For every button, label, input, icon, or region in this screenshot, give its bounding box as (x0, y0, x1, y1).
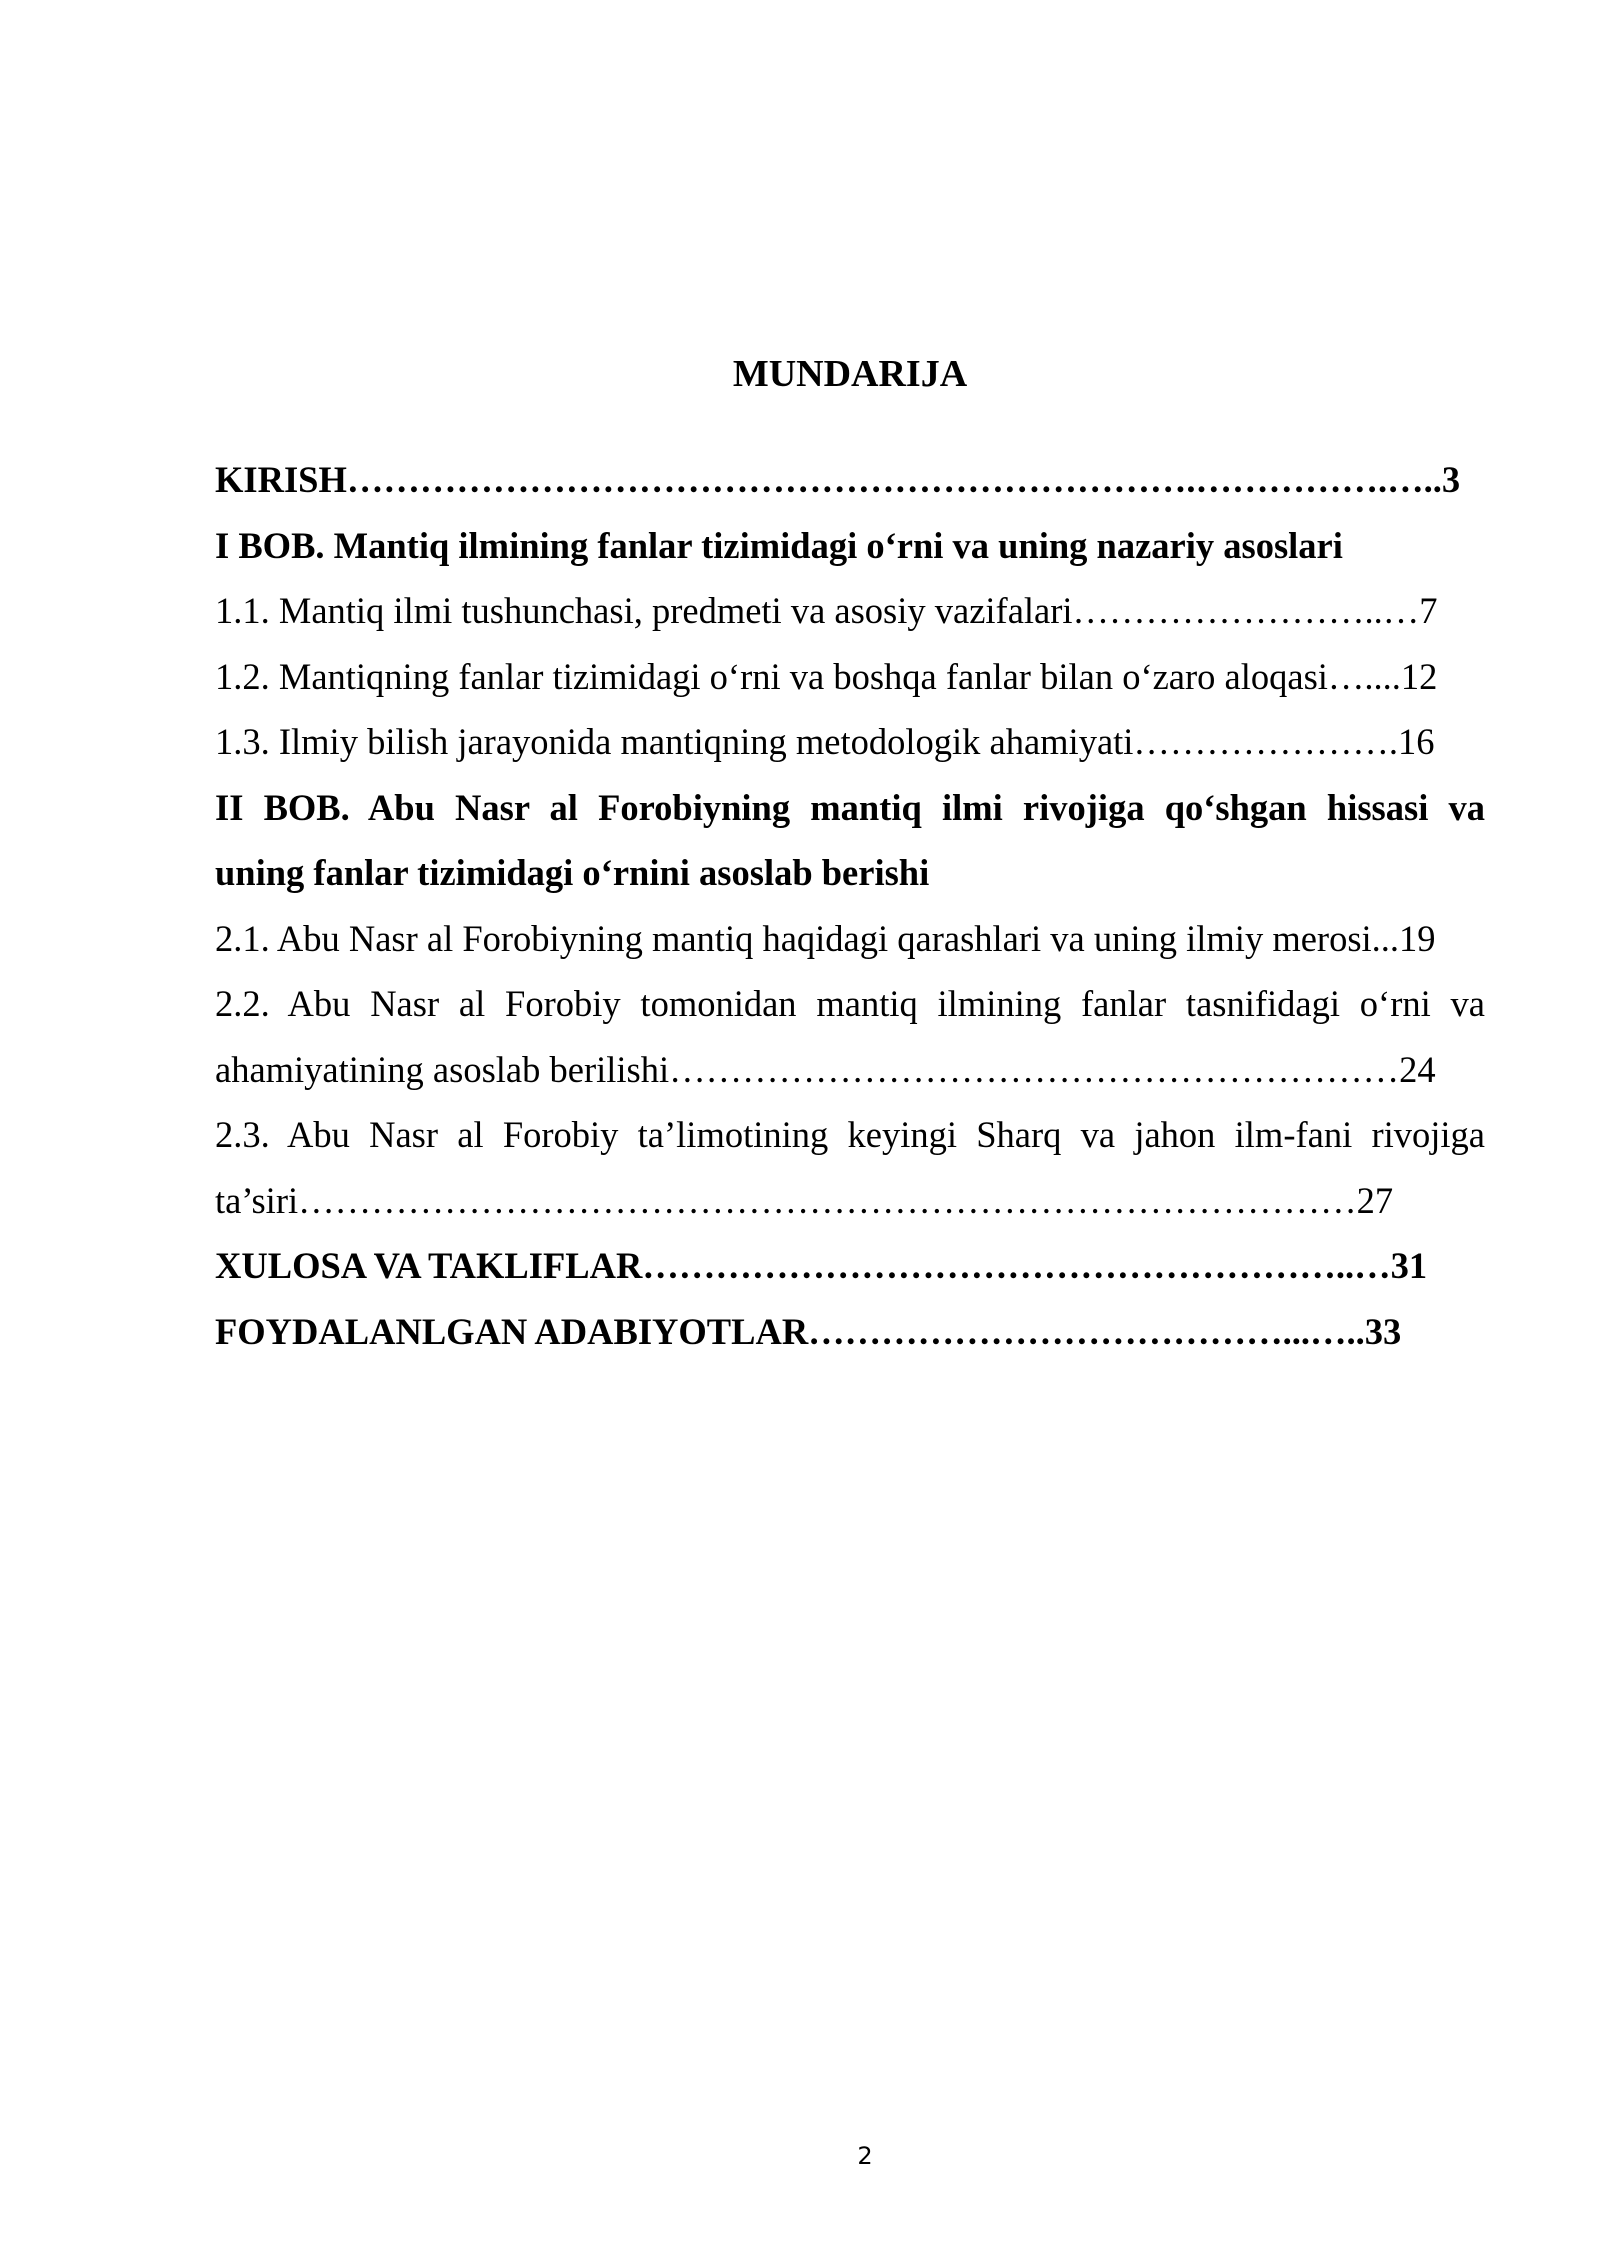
toc-entry-2-2-line-1: 2.2. Abu Nasr al Forobiy tomonidan mantiq ilmining fanlar tasnifidagi o‘rni va (215, 983, 1485, 1024)
table-of-contents (215, 447, 1485, 1364)
toc-entry-2-3-line-2: ta’siri……………………………………………………………………………27 (215, 1179, 1394, 1221)
toc-entry-kirish: KIRISH…………………………………………………………….…………….…..3 (215, 459, 1461, 500)
toc-entry-2-3-line-1: 2.3. Abu Nasr al Forobiy ta’limotining keyingi Sharq va jahon ilm-fani rivojiga (215, 1114, 1485, 1155)
toc-entry-1-3: 1.3. Ilmiy bilish jarayonida mantiqning metodologik ahamiyati………………….16 (215, 721, 1435, 762)
toc-entry-xulosa: XULOSA VA TAKLIFLAR…………………………………………………..…31 (215, 1245, 1428, 1286)
toc-chapter-1-heading: I BOB. Mantiq ilmining fanlar tizimidagi o‘rni va uning nazariy asoslari (215, 524, 1343, 566)
page-number: 2 (857, 2142, 873, 2170)
toc-entry-2-2-line-2: ahamiyatining asoslab berilishi……………………………………………………24 (215, 1048, 1436, 1090)
toc-entry-1-2: 1.2. Mantiqning fanlar tizimidagi o‘rni va boshqa fanlar bilan o‘zaro aloqasi…....12 (215, 655, 1438, 697)
toc-entry-2-1: 2.1. Abu Nasr al Forobiyning mantiq haqidagi qarashlari va uning ilmiy merosi...19 (215, 917, 1436, 959)
toc-entry-1-1: 1.1. Mantiq ilmi tushunchasi, predmeti va asosiy vazifalari……………………..…7 (215, 590, 1438, 631)
toc-chapter-2-heading-line-2: uning fanlar tizimidagi o‘rnini asoslab berishi (215, 852, 930, 893)
toc-title: MUNDARIJA (732, 353, 968, 395)
toc-entry-adabiyotlar: FOYDALANLGAN ADABIYOTLAR…………………………………...…..33 (215, 1310, 1402, 1352)
toc-chapter-2-heading-line-1: II BOB. Abu Nasr al Forobiyning mantiq ilmi rivojiga qo‘shgan hissasi va (215, 786, 1485, 828)
